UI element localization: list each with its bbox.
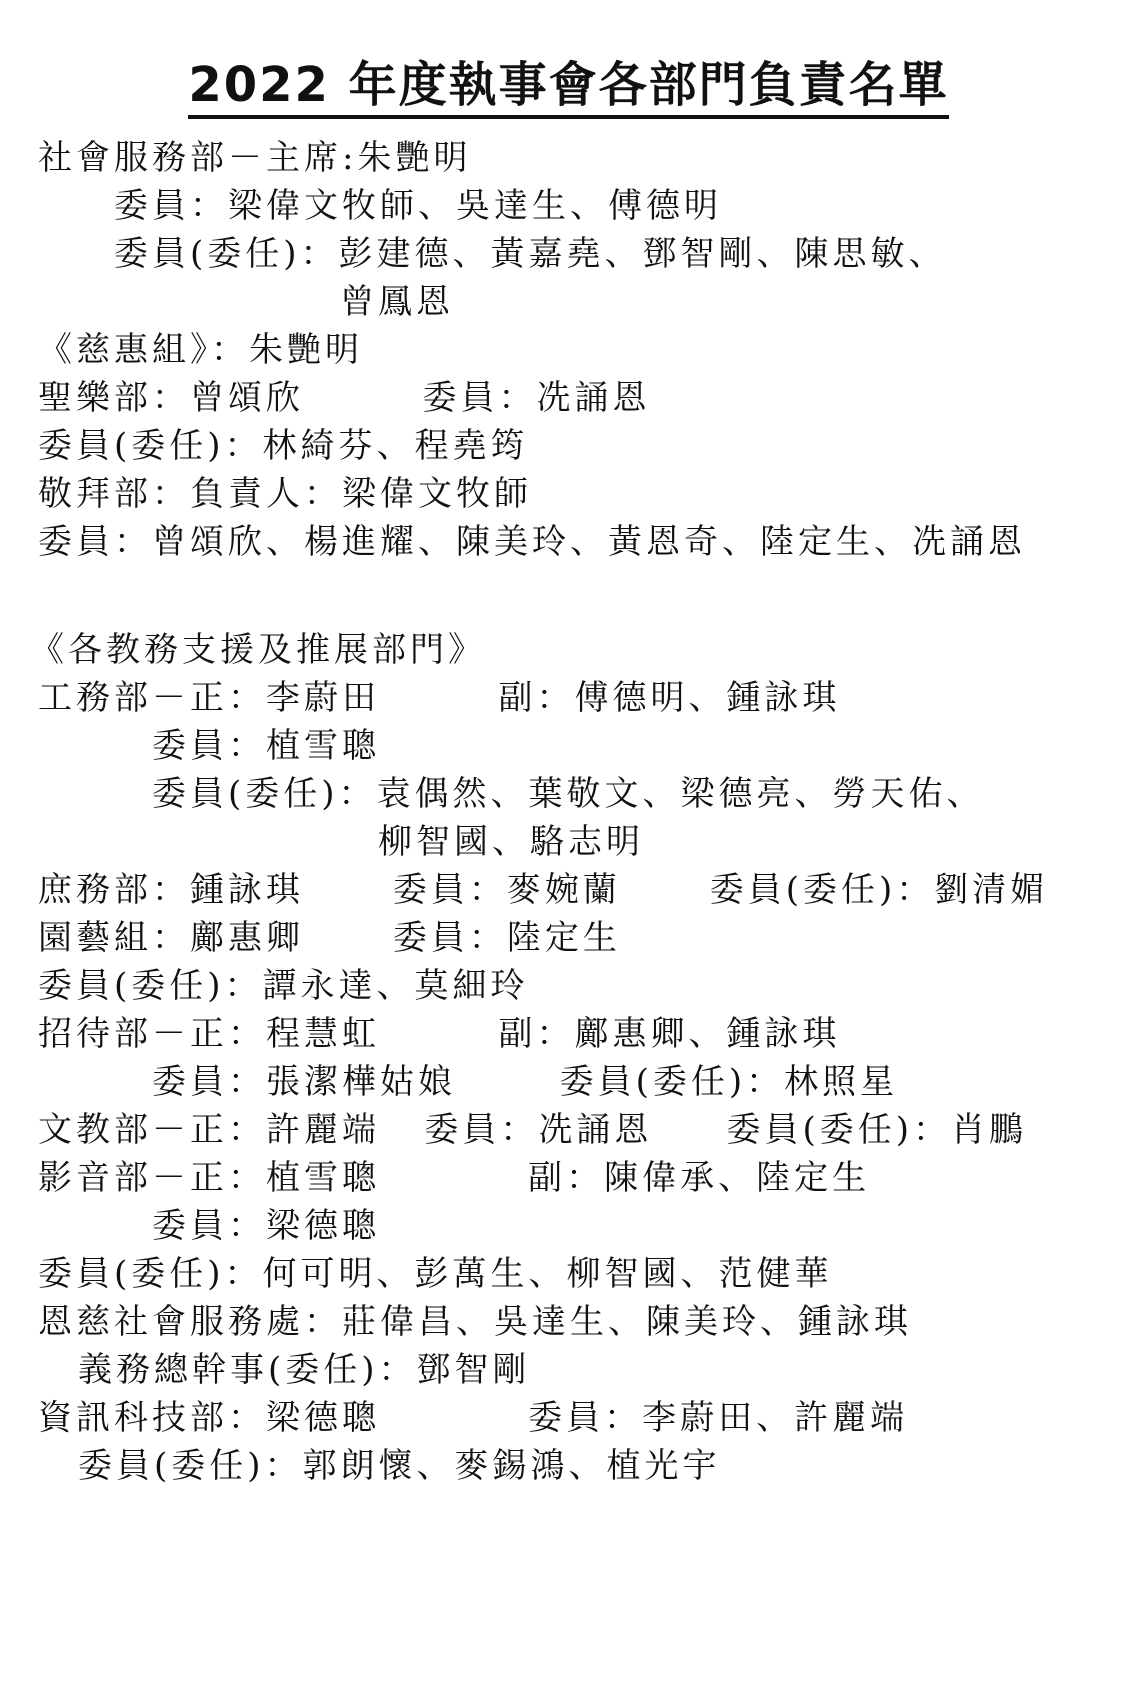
text-line: 委員(委任)：林綺芬、程堯筠 <box>38 426 529 466</box>
text-line: 委員：曾頌欣、楊進耀、陳美玲、黃恩奇、陸定生、冼誦恩 <box>38 522 1026 562</box>
text-line: 委員：梁德聰 <box>152 1206 380 1246</box>
text-line: 委員：張潔樺姑娘 委員(委任)：林照星 <box>152 1062 899 1102</box>
document-title <box>0 55 1137 119</box>
text-line: 恩慈社會服務處：莊偉昌、吳達生、陳美玲、鍾詠琪 <box>38 1302 912 1342</box>
text-line: 曾鳳恩 <box>340 282 454 322</box>
text-line: 委員(委任)：何可明、彭萬生、柳智國、范健華 <box>38 1254 833 1294</box>
text-line: 影音部－正：植雪聰 副：陳偉承、陸定生 <box>38 1158 871 1198</box>
text-line: 義務總幹事(委任)：鄧智剛 <box>78 1350 531 1390</box>
section-heading: 《各教務支援及推展部門》 <box>30 630 486 670</box>
text-line: 委員(委任)：譚永達、莫細玲 <box>38 966 529 1006</box>
text-line: 文教部－正：許麗端 委員：冼誦恩 委員(委任)：肖鵬 <box>38 1110 1027 1150</box>
text-line: 工務部－正：李蔚田 副：傅德明、鍾詠琪 <box>38 678 841 718</box>
text-line: 庶務部：鍾詠琪 委員：麥婉蘭 委員(委任)：劉清媚 <box>38 870 1049 910</box>
text-line: 聖樂部：曾頌欣 委員：冼誦恩 <box>38 378 651 418</box>
text-line: 委員：植雪聰 <box>152 726 380 766</box>
text-line: 柳智國、駱志明 <box>378 822 644 862</box>
text-line: 招待部－正：程慧虹 副：鄺惠卿、鍾詠琪 <box>38 1014 841 1054</box>
text-line: 園藝組：鄺惠卿 委員：陸定生 <box>38 918 621 958</box>
text-line: 社會服務部－主席:朱艷明 <box>38 138 472 178</box>
text-line: 委員：梁偉文牧師、吳達生、傅德明 <box>114 186 722 226</box>
text-line: 《慈惠組》：朱艷明 <box>38 330 363 370</box>
text-line: 敬拜部：負責人：梁偉文牧師 <box>38 474 532 514</box>
text-line: 委員(委任)：袁偶然、葉敬文、梁德亮、勞天佑、 <box>152 774 985 814</box>
text-line: 資訊科技部：梁德聰 委員：李蔚田、許麗端 <box>38 1398 909 1438</box>
document-title-text: 2022 年度執事會各部門負責名單 <box>188 57 948 119</box>
text-line: 委員(委任)：郭朗懷、麥錫鴻、植光宇 <box>78 1446 721 1486</box>
text-line: 委員(委任)：彭建德、黃嘉堯、鄧智剛、陳思敏、 <box>114 234 947 274</box>
